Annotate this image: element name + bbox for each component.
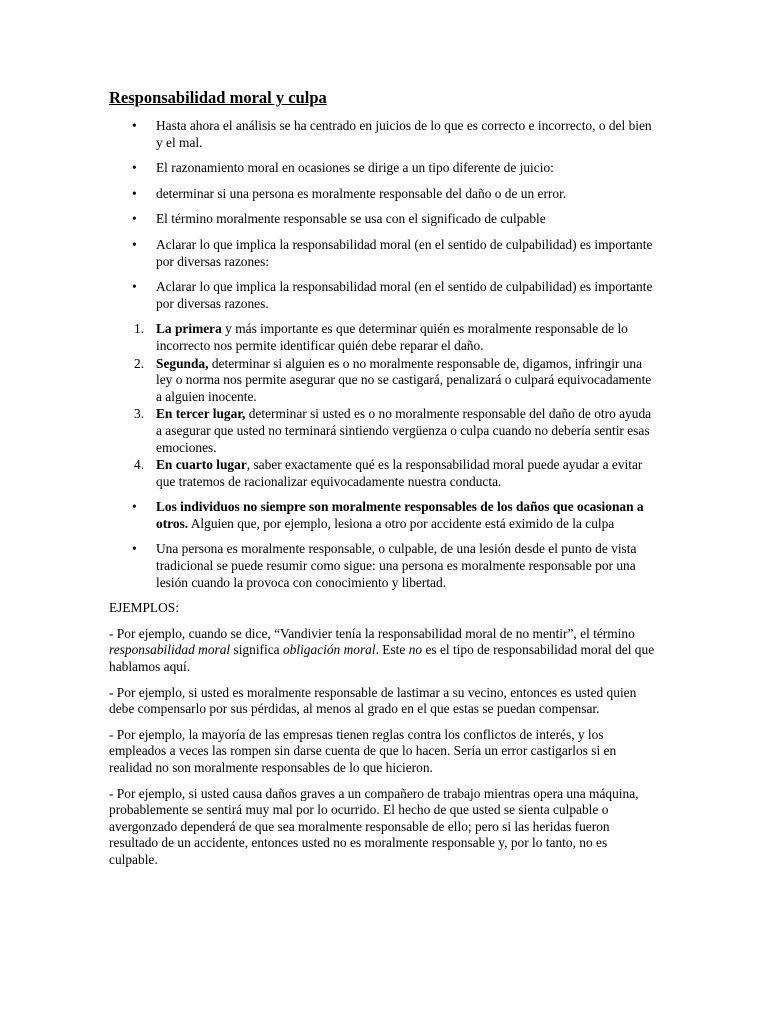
bullet-marker: • <box>132 236 137 252</box>
bullet-text: El término moralmente responsable se usa con el significado de culpable <box>156 211 546 227</box>
intro-bullet-list <box>109 118 659 312</box>
bullet-text: Aclarar lo que implica la responsabilidad moral (en el sentido de culpabilidad) es importante por diversas razones. <box>156 279 653 311</box>
bullet-text: El razonamiento moral en ocasiones se dirige a un tipo diferente de juicio: <box>156 160 554 176</box>
bullet-item <box>109 118 659 151</box>
examples-heading: EJEMPLOS: <box>109 600 179 616</box>
numbered-item <box>109 321 659 354</box>
bullet-marker: • <box>132 541 137 557</box>
item-text: determinar si usted es o no moralmente responsable del daño de otro ayuda a asegurar que usted no terminará sintiendo vergüenza o culpa cuando no debería sentir esas emociones. <box>156 406 652 455</box>
example-paragraph: - Por ejemplo, si usted causa daños graves a un compañero de trabajo mientras opera una máquina, probablemente se sentirá muy mal por lo ocurrido. El hecho de que usted se sienta culpable o avergonzado dependerá de que sea moralmente responsable de ello; pero si las heridas fueron resultado de un accidente, entonces usted no es moralmente responsable y, por lo tanto, no es culpable. <box>109 785 639 867</box>
bullet-item <box>109 211 659 228</box>
item-text: , saber exactamente qué es la responsabilidad moral puede ayudar a evitar que tratemos de racionalizar equivocadamente nuestra conducta. <box>156 457 643 489</box>
item-text: determinar si alguien es o no moralmente responsable de, digamos, infringir una ley o norma nos permite asegurar que no se castigará, penalizará o culpará equivocadamente a alguien inocente. <box>156 355 652 404</box>
bullet-item <box>109 279 659 312</box>
bullet-item <box>109 237 659 270</box>
example-text: - Por ejemplo, cuando se dice, “Vandivier tenía la responsabilidad moral de no mentir”, el término <box>109 625 635 641</box>
bullet-item <box>109 499 659 532</box>
bullet-marker: • <box>132 118 137 133</box>
example-italic: responsabilidad moral <box>109 642 231 658</box>
item-lead: La primera <box>156 321 222 337</box>
numbered-item <box>109 356 659 406</box>
item-text: y más importante es que determinar quién es moralmente responsable de lo incorrecto nos permite identificar quién debe reparar el daño. <box>156 321 628 353</box>
bullet-text: Alguien que, por ejemplo, lesiona a otro por accidente está eximido de la culpa <box>188 515 615 531</box>
bullet-marker: • <box>132 211 137 227</box>
item-number: 2. <box>134 355 145 371</box>
bullet-marker: • <box>132 499 137 515</box>
example-paragraph: - Por ejemplo, si usted es moralmente responsable de lastimar a su vecino, entonces es usted quien debe compensarlo por sus pérdidas, al menos al grado en el que estas se puedan compensar. <box>109 684 637 717</box>
bullet-marker: • <box>132 185 137 201</box>
numbered-item <box>109 457 659 490</box>
bullet-text: determinar si una persona es moralmente responsable del daño o de un error. <box>156 185 567 201</box>
bullet-text: Aclarar lo que implica la responsabilidad moral (en el sentido de culpabilidad) es importante por diversas razones: <box>156 236 653 269</box>
bullet-item <box>109 541 659 591</box>
example-paragraph <box>109 626 659 676</box>
example-paragraph: - Por ejemplo, la mayoría de las empresas tienen reglas contra los conflictos de interés, y los empleados a veces las rompen sin darse cuenta de que lo hacen. Sería un error castigarlos si en realidad no son moralmente responsables de lo que hicieron. <box>109 726 617 775</box>
example-text: significa <box>230 642 283 658</box>
numbered-item <box>109 406 659 456</box>
document-body <box>109 88 659 878</box>
bullet-marker: • <box>132 160 137 176</box>
item-number: 4. <box>134 457 145 473</box>
reasons-numbered-list <box>109 321 659 490</box>
example-text: es el tipo de responsabilidad moral del que hablamos aquí. <box>109 642 655 675</box>
document-title: Responsabilidad moral y culpa <box>109 88 327 107</box>
item-lead: En cuarto lugar <box>156 457 247 473</box>
example-italic: obligación moral <box>282 642 376 658</box>
bullet-marker: • <box>132 279 137 295</box>
example-text: . Este <box>375 642 409 658</box>
responsibility-bullet-list <box>109 499 659 591</box>
bullet-text: Hasta ahora el análisis se ha centrado en juicios de lo que es correcto e incorrecto, o del bien y el mal. <box>156 118 652 150</box>
item-lead: Segunda, <box>156 355 209 371</box>
bullet-item <box>109 186 659 203</box>
bullet-text: Una persona es moralmente responsable, o culpable, de una lesión desde el punto de vista tradicional se puede resumir como sigue: una persona es moralmente responsable por una lesión cuando la provoca con conocimiento y libertad. <box>156 541 637 590</box>
bullet-item <box>109 160 659 177</box>
example-italic: no <box>408 642 423 658</box>
item-lead: En tercer lugar, <box>156 406 246 422</box>
item-number: 3. <box>134 406 145 422</box>
item-number: 1. <box>134 321 145 337</box>
bullet-lead: Los individuos no siempre son moralmente responsables de los daños que ocasionan a otros. <box>156 499 644 531</box>
